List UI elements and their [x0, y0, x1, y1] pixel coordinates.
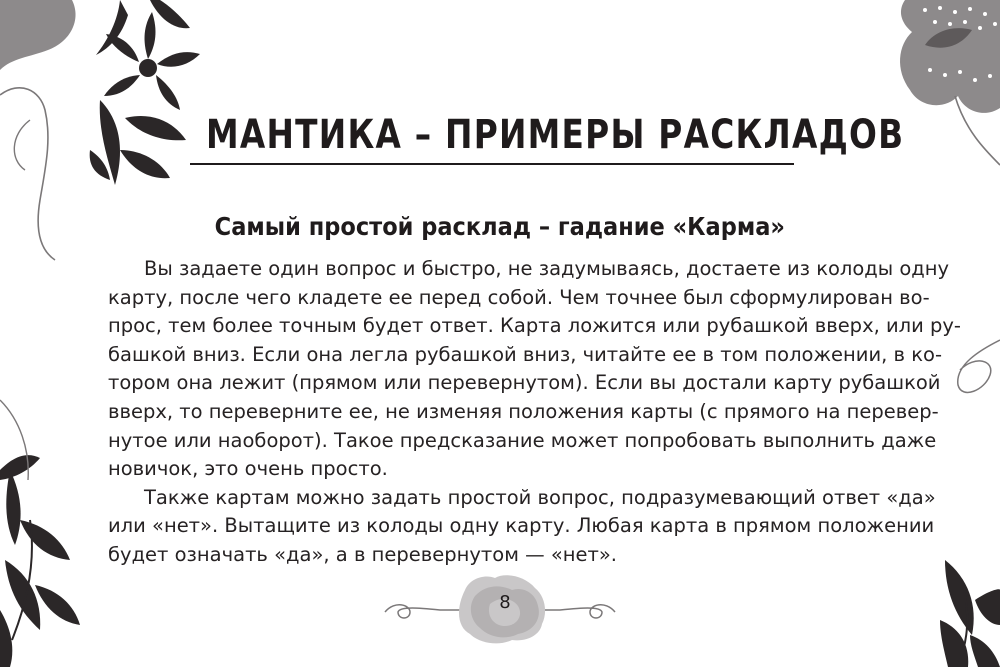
body-line: прос, тем более точным будет ответ. Карта ложится или рубашкой вверх, или ру-	[108, 314, 961, 338]
body-line: тором она лежит (прямом или перевернутом). Если вы достали карту рубашкой	[108, 371, 941, 395]
body-line: Вы задаете один вопрос и быстро, не задумываясь, достаете из колоды одну	[144, 257, 950, 280]
section-heading-text: Самый простой расклад – гадание «Карма»	[214, 212, 786, 241]
bottom-left-leaf-ornament-icon	[0, 400, 80, 667]
body-line: или «нет». Вытащите из колоды одну карту. Любая карта в прямом положении	[108, 514, 935, 538]
page-title: МАНТИКА – ПРИМЕРЫ РАСКЛАДОВ	[206, 112, 905, 158]
title-underline	[190, 163, 794, 165]
body-line: карту, после чего кладете ее перед собой. Чем точнее был сформулирован во-	[108, 285, 930, 309]
body-line: вверх, то переверните ее, не изменяя положения карты (с прямого на перевер-	[108, 399, 939, 423]
body-line: новичок, это очень просто.	[108, 457, 388, 481]
body-line: нутое или наоборот). Такое предсказание может попробовать выполнить даже	[108, 428, 937, 452]
section-heading	[0, 212, 1000, 241]
body-line: будет означать «да», а в перевернутом — «нет».	[108, 542, 617, 566]
page-number: 8	[499, 592, 511, 613]
bottom-right-leaf-ornament-icon	[940, 560, 1000, 667]
body-text	[108, 255, 961, 570]
body-line: башкой вниз. Если она легла рубашкой вниз, читайте ее в том положении, в ко-	[108, 342, 942, 366]
body-line: Также картам можно задать простой вопрос, подразумевающий ответ «да»	[144, 485, 936, 509]
